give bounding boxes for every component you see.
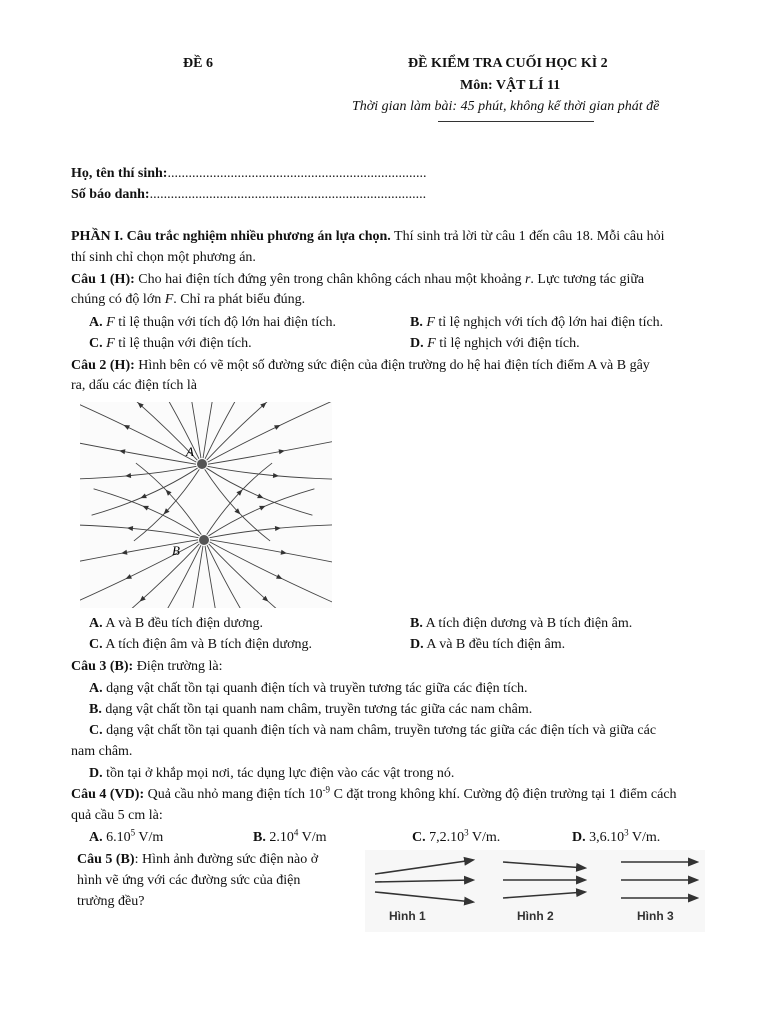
q3-option-c: C. dạng vật chất tồn tại quanh điện tích và nam châm, truyền tương tác giữa các điện tích và giữa các (89, 723, 657, 738)
q1-text-2: chúng có độ lớn (71, 292, 165, 307)
exam-title: ĐỀ KIỂM TRA CUỐI HỌC KÌ 2 (408, 56, 608, 71)
q2-stem-1 (71, 356, 650, 375)
q1-option-b: B. F tỉ lệ nghịch với tích độ lớn hai điện tích. (410, 315, 664, 330)
q1-option-d: D. F tỉ lệ nghịch với điện tích. (410, 336, 580, 351)
q1-label: Câu 1 (H): (71, 272, 135, 287)
q1-option-c: C. F tỉ lệ thuận với điện tích. (89, 336, 252, 351)
student-id-row (71, 185, 426, 204)
student-name-label: Họ, tên thí sinh: (71, 166, 168, 181)
student-id-label: Số báo danh: (71, 187, 150, 202)
field-lines-figure (80, 402, 332, 608)
fig1-caption: Hình 1 (389, 909, 426, 923)
q1-stem-1 (71, 270, 644, 289)
fig3-caption: Hình 3 (637, 909, 674, 923)
q1-var-r: r (524, 272, 531, 287)
q3-option-b: B. dạng vật chất tồn tại quanh nam châm, truyền tương tác giữa các nam châm. (89, 702, 533, 717)
q1-text-cont: . Lực tương tác giữa (530, 272, 645, 287)
q4-stem-2: quả cầu 5 cm là: (71, 808, 163, 823)
student-id-dots: ............................................................................... (149, 187, 427, 202)
student-name-dots: .......................................................................... (167, 166, 427, 181)
q4-option-a: A. 6.10$^5$ V/m (89, 827, 164, 845)
q2-label: Câu 2 (H): (71, 358, 135, 373)
exam-number: ĐỀ 6 (183, 56, 213, 71)
q2-text: Hình bên có vẽ một số đường sức điện của điện trường do hệ hai điện tích điểm A và B gây (134, 358, 650, 373)
q2-option-a: A. A và B đều tích điện dương. (89, 616, 264, 631)
q3-option-c-cont: nam châm. (71, 744, 133, 759)
q2-option-c: C. A tích điện âm và B tích điện dương. (89, 637, 313, 652)
figure-bg (80, 402, 332, 608)
q4-stem-1: Câu 4 (VD): Quả cầu nhỏ mang điện tích $10^{-9}$ C đặt trong không khí. Cường độ điện trường tại 1 điểm cách (71, 784, 677, 802)
q2-option-b: B. A tích điện dương và B tích điện âm. (410, 616, 633, 631)
q1-text: Cho hai điện tích đứng yên trong chân không cách nhau một khoảng (134, 272, 525, 287)
q3-option-a: A. dạng vật chất tồn tại quanh điện tích và truyền tương tác giữa các điện tích. (89, 681, 528, 696)
student-name-row (71, 164, 426, 183)
header-underline (438, 121, 594, 122)
q2-option-d: D. A và B đều tích điện âm. (410, 637, 566, 652)
q1-option-a: A. F tỉ lệ thuận với tích độ lớn hai điện tích. (89, 315, 336, 330)
q5-stem-3: trường đều? (77, 894, 145, 909)
q5-figure (365, 850, 705, 932)
part1-title: PHẦN I. Câu trắc nghiệm nhiều phương án lựa chọn. (71, 229, 391, 244)
q5-stem-2: hình vẽ ứng với các đường sức của điện (77, 873, 301, 888)
q1-stem-2 (71, 290, 305, 309)
q4-option-c: C. 7,2.10$^3$ V/m. (412, 827, 501, 845)
charge-b-icon (199, 535, 209, 545)
q3-stem (71, 657, 222, 676)
exam-time: Thời gian làm bài: 45 phút, không kể thời gian phát đề (352, 99, 660, 114)
q3-option-d: D. tồn tại ở khắp mọi nơi, tác dụng lực điện vào các vật trong nó. (89, 766, 455, 781)
q5-stem-1: Câu 5 (B): Hình ảnh đường sức điện nào ở (77, 852, 319, 867)
charge-a-icon (197, 459, 207, 469)
q1-text-2b: . Chỉ ra phát biểu đúng. (173, 292, 306, 307)
q2-stem-2: ra, dấu các điện tích là (71, 378, 197, 393)
charge-a-label: A (186, 444, 194, 459)
part1-line2: thí sinh chỉ chọn một phương án. (71, 250, 256, 265)
q5-label: Câu 5 (B) (77, 852, 135, 867)
part1-line1 (71, 227, 664, 246)
q1-var-F: F (164, 292, 174, 307)
exam-subject: Môn: VẬT LÍ 11 (460, 78, 561, 93)
q3-label: Câu 3 (B): (71, 659, 134, 674)
charge-b-label: B (172, 543, 180, 558)
q4-option-b: B. 2.10$^4$ V/m (253, 827, 327, 845)
q4-label: Câu 4 (VD): (71, 787, 145, 802)
fig2-caption: Hình 2 (517, 909, 554, 923)
q3-text: Điện trường là: (133, 659, 223, 674)
q4-option-d: D. 3,6.10$^3$ V/m. (572, 827, 661, 845)
part1-intro: Thí sinh trả lời từ câu 1 đến câu 18. Mỗi câu hỏi (390, 229, 665, 244)
